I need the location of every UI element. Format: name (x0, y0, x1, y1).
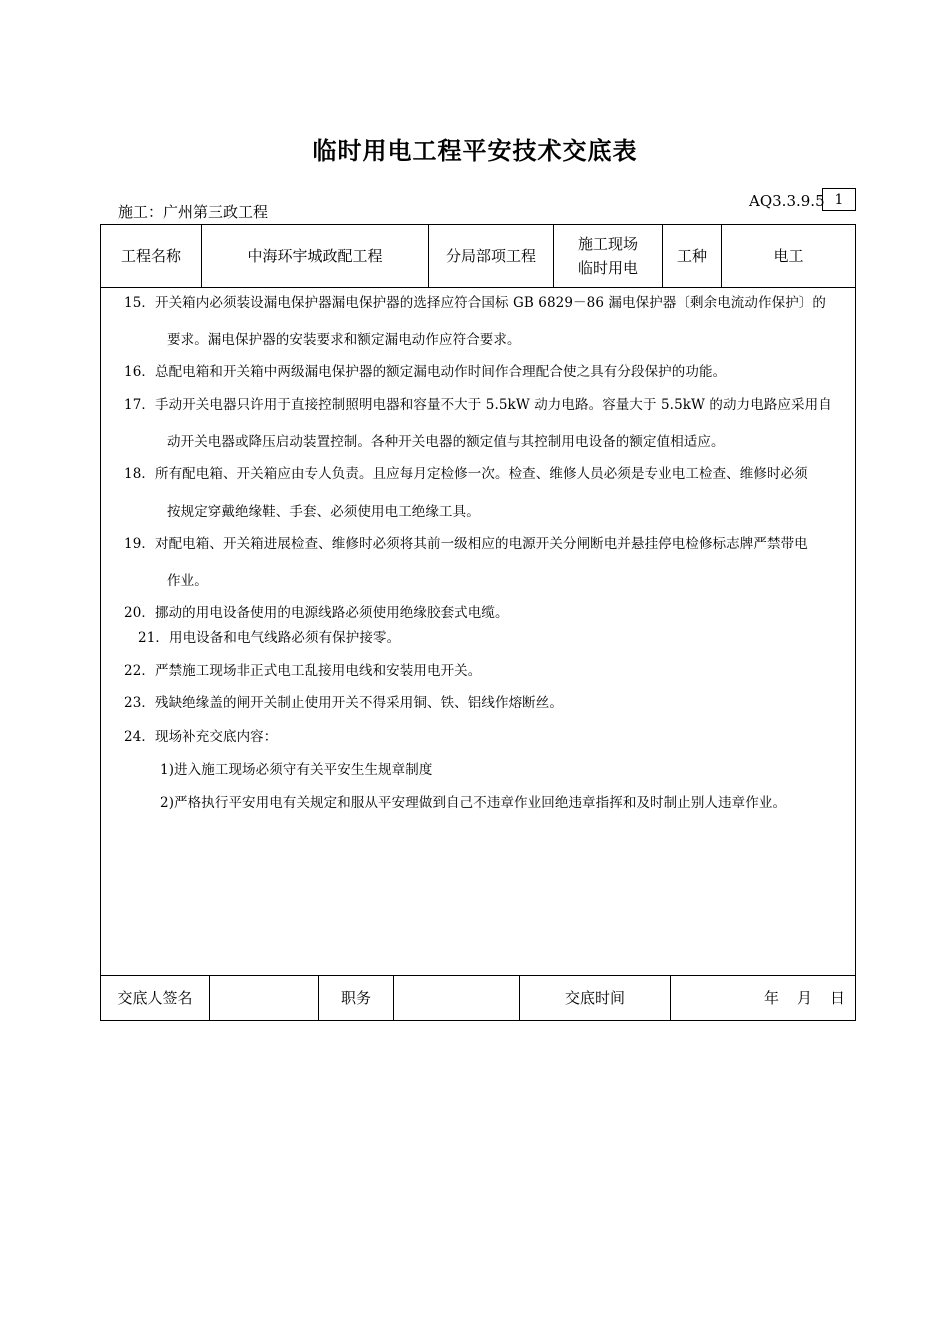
trade-label: 工种 (676, 247, 707, 265)
header-divider (100, 287, 856, 288)
signer-label: 交底人签名 (117, 989, 193, 1007)
item-text: 残缺绝缘盖的闸开关制止使用开关不得采用铜、铁、铝线作熔断丝。 (154, 695, 563, 711)
position-field[interactable] (394, 976, 519, 1020)
list-item-16 (124, 360, 726, 380)
item-number: 17． (124, 397, 155, 413)
position-label: 职务 (340, 989, 371, 1007)
list-item-24 (124, 725, 277, 745)
signer-field[interactable] (210, 976, 318, 1020)
project-name-label: 工程名称 (120, 247, 181, 265)
item-text: 对配电箱、开关箱进展检查、维修时必须将其前一级相应的电源开关分闸断电并悬挂停电检修标志牌严禁带电 (154, 536, 808, 552)
company-name: 施工：广州第三政工程 (118, 203, 269, 221)
item-number: 15． (124, 295, 155, 311)
list-item-19 (124, 532, 808, 552)
item-number: 23． (124, 695, 155, 711)
section-value-line2: 临时用电 (577, 259, 638, 277)
day-label: 日 (829, 989, 845, 1007)
list-item-20 (124, 601, 509, 621)
list-item-21 (138, 626, 400, 646)
list-item-22 (124, 659, 481, 679)
item-text: 所有配电箱、开关箱应由专人负责。且应每月定检修一次。检查、维修人员必须是专业电工检查、维修时必须 (154, 466, 808, 482)
item-text: 严禁施工现场非正式电工乱接用电线和安装用电开关。 (154, 663, 482, 679)
list-item-15-cont: 要求。漏电保护器的安装要求和额定漏电动作应符合要求。 (167, 332, 521, 348)
item-number: 19． (124, 536, 155, 552)
item-number: 18． (124, 466, 155, 482)
item-text: 手动开关电器只许用于直接控制照明电器和容量不大于 5.5kW 动力电路。容量大于 5.5kW 的动力电路应采用自 (154, 397, 832, 413)
item-number: 16． (124, 364, 155, 380)
date-field[interactable] (671, 976, 855, 1020)
year-label: 年 (763, 989, 779, 1007)
section-value-line1: 施工现场 (577, 235, 638, 253)
item-text: 挪动的用电设备使用的电源线路必须使用绝缘胶套式电缆。 (154, 605, 509, 621)
page-title: 临时用电工程平安技术交底表 (312, 137, 638, 165)
item-text: 现场补充交底内容： (154, 729, 278, 745)
form-code: AQ3.3.9.5 (749, 192, 825, 210)
item-text: 开关箱内必须装设漏电保护器漏电保护器的选择应符合国标 GB 6829－86 漏电保护器〔剩余电流动作保护〕的 (154, 295, 826, 311)
item-text: 总配电箱和开关箱中两级漏电保护器的额定漏电动作时间作合理配合使之具有分段保护的功能。 (154, 364, 727, 380)
list-item-19-cont: 作业。 (167, 573, 208, 589)
trade-value: 电工 (773, 247, 804, 265)
supplement-item-2: 2)严格执行平安用电有关规定和服从平安理做到自己不违章作业回绝违章指挥和及时制止别人违章作业。 (160, 795, 787, 811)
list-item-17 (124, 393, 832, 413)
page-number-box: 1 (822, 188, 856, 211)
list-item-18 (124, 462, 808, 482)
item-number: 24． (124, 729, 155, 745)
item-number: 21． (138, 630, 169, 646)
time-label: 交底时间 (564, 989, 625, 1007)
list-item-15 (124, 291, 826, 311)
item-number: 22． (124, 663, 155, 679)
item-number: 20． (124, 605, 155, 621)
section-value (554, 225, 662, 287)
list-item-18-cont: 按规定穿戴绝缘鞋、手套、必须使用电工绝缘工具。 (167, 504, 480, 520)
section-label: 分局部项工程 (445, 247, 536, 265)
list-item-23 (124, 691, 563, 711)
item-text: 用电设备和电气线路必须有保护接零。 (168, 630, 401, 646)
list-item-17-cont: 动开关电器或降压启动装置控制。各种开关电器的额定值与其控制用电设备的额定值相适应。 (167, 434, 725, 450)
month-label: 月 (796, 989, 812, 1007)
supplement-item-1: 1)进入施工现场必须守有关平安生生规章制度 (160, 762, 433, 778)
project-name-value: 中海环宇城政配工程 (247, 247, 383, 265)
